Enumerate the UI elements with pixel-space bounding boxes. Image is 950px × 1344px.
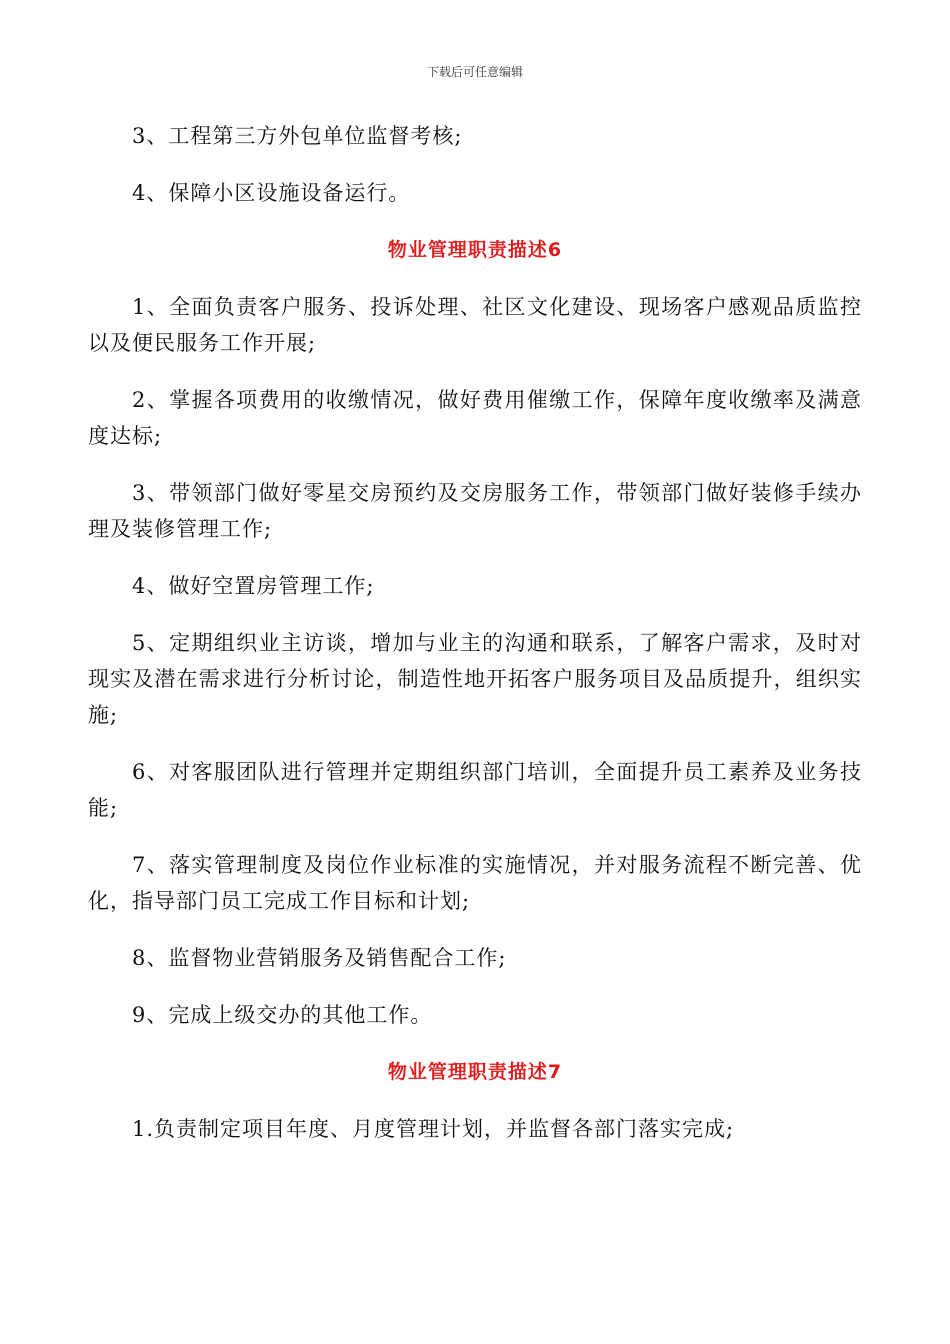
page-header: 下载后可任意编辑 bbox=[426, 65, 523, 79]
paragraph-item: 1、全面负责客户服务、投诉处理、社区文化建设、现场客户感观品质监控以及便民服务工作开展; bbox=[88, 295, 862, 355]
section-heading: 物业管理职责描述7 bbox=[387, 1061, 563, 1083]
paragraph-item: 4、做好空置房管理工作; bbox=[132, 574, 375, 598]
paragraph-item: 6、对客服团队进行管理并定期组织部门培训，全面提升员工素养及业务技能; bbox=[88, 760, 862, 820]
paragraph-item: 3、带领部门做好零星交房预约及交房服务工作，带领部门做好装修手续办理及装修管理工作; bbox=[88, 481, 862, 541]
paragraph-item: 3、工程第三方外包单位监督考核; bbox=[132, 124, 463, 148]
paragraph-item: 8、监督物业营销服务及销售配合工作; bbox=[132, 946, 507, 970]
paragraph-item: 1.负责制定项目年度、月度管理计划，并监督各部门落实完成; bbox=[132, 1117, 735, 1141]
paragraph-item: 4、保障小区设施设备运行。 bbox=[132, 181, 411, 205]
paragraph-item: 5、定期组织业主访谈，增加与业主的沟通和联系，了解客户需求，及时对现实及潜在需求进行分析讨论，制造性地开拓客户服务项目及品质提升，组织实施; bbox=[88, 631, 862, 727]
document-body bbox=[88, 118, 862, 1168]
paragraph-item: 9、完成上级交办的其他工作。 bbox=[132, 1003, 433, 1027]
paragraph-item: 7、落实管理制度及岗位作业标准的实施情况，并对服务流程不断完善、优化，指导部门员工完成工作目标和计划; bbox=[88, 853, 862, 913]
paragraph-item: 2、掌握各项费用的收缴情况，做好费用催缴工作，保障年度收缴率及满意度达标; bbox=[88, 388, 862, 448]
section-heading: 物业管理职责描述6 bbox=[387, 239, 563, 261]
